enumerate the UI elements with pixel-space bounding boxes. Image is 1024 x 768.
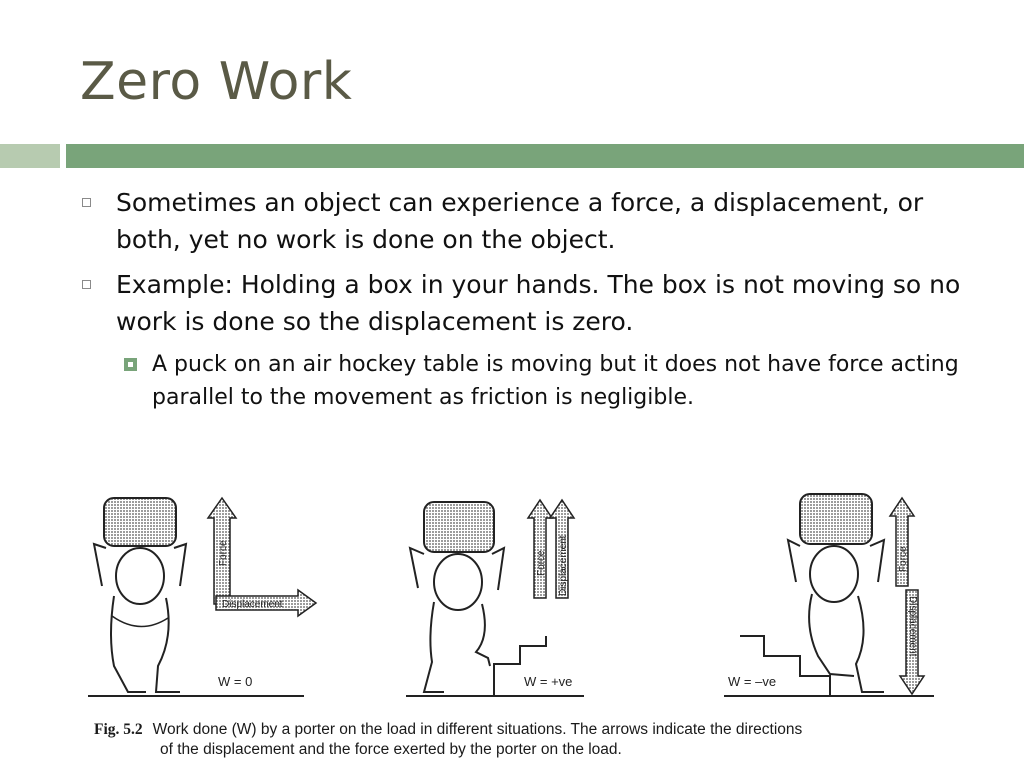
- slide-title: Zero Work: [80, 52, 353, 112]
- panel-1: [88, 498, 316, 696]
- panel-2: [406, 500, 584, 696]
- sub-bullet-text: A puck on an air hockey table is moving but it does not have force acting parallel to the movement as friction is negligible.: [152, 352, 959, 410]
- bullet-text: Example: Holding a box in your hands. The box is not moving so no work is done so the displacement is zero.: [116, 270, 961, 336]
- header-band-right: [66, 144, 1024, 168]
- sub-bullet-item: [120, 348, 980, 414]
- porter-head: [810, 546, 858, 602]
- work-label: W = –ve: [728, 674, 777, 689]
- figure-caption: [94, 720, 954, 760]
- porter-head: [434, 554, 482, 610]
- displacement-label: Displacement: [907, 596, 918, 657]
- panel-3: [724, 494, 934, 696]
- force-label: Force: [218, 540, 229, 566]
- filled-square-bullet-icon: [124, 358, 137, 371]
- caption-line-2: of the displacement and the force exerted by the porter on the load.: [160, 741, 622, 758]
- square-bullet-icon: [82, 280, 91, 289]
- work-label: W = 0: [218, 674, 253, 689]
- porter-body: [111, 596, 180, 692]
- bullet-text: Sometimes an object can experience a force, a displacement, or both, yet no work is done on the object.: [116, 188, 924, 254]
- bullet-list: [80, 184, 980, 414]
- caption-line-1: Work done (W) by a porter on the load in different situations. The arrows indicate the directions: [152, 721, 803, 738]
- porter-illustration: [84, 486, 944, 718]
- force-label: Force: [898, 546, 909, 572]
- force-arrow: [528, 500, 552, 598]
- header-band-left: [0, 144, 60, 168]
- bullet-item: [80, 184, 980, 258]
- load-box: [424, 502, 494, 552]
- square-bullet-icon: [82, 198, 91, 207]
- load-box: [104, 498, 176, 546]
- displacement-label: Displacement: [222, 599, 283, 610]
- porter-body: [809, 594, 884, 692]
- porter-head: [116, 548, 164, 604]
- caption-figure-number: Fig. 5.2: [94, 721, 143, 738]
- work-label: W = +ve: [524, 674, 573, 689]
- porter-body: [424, 602, 490, 692]
- bullet-item: [80, 266, 980, 340]
- displacement-label: Displacement: [558, 535, 569, 596]
- load-box: [800, 494, 872, 544]
- force-label: Force: [536, 550, 547, 576]
